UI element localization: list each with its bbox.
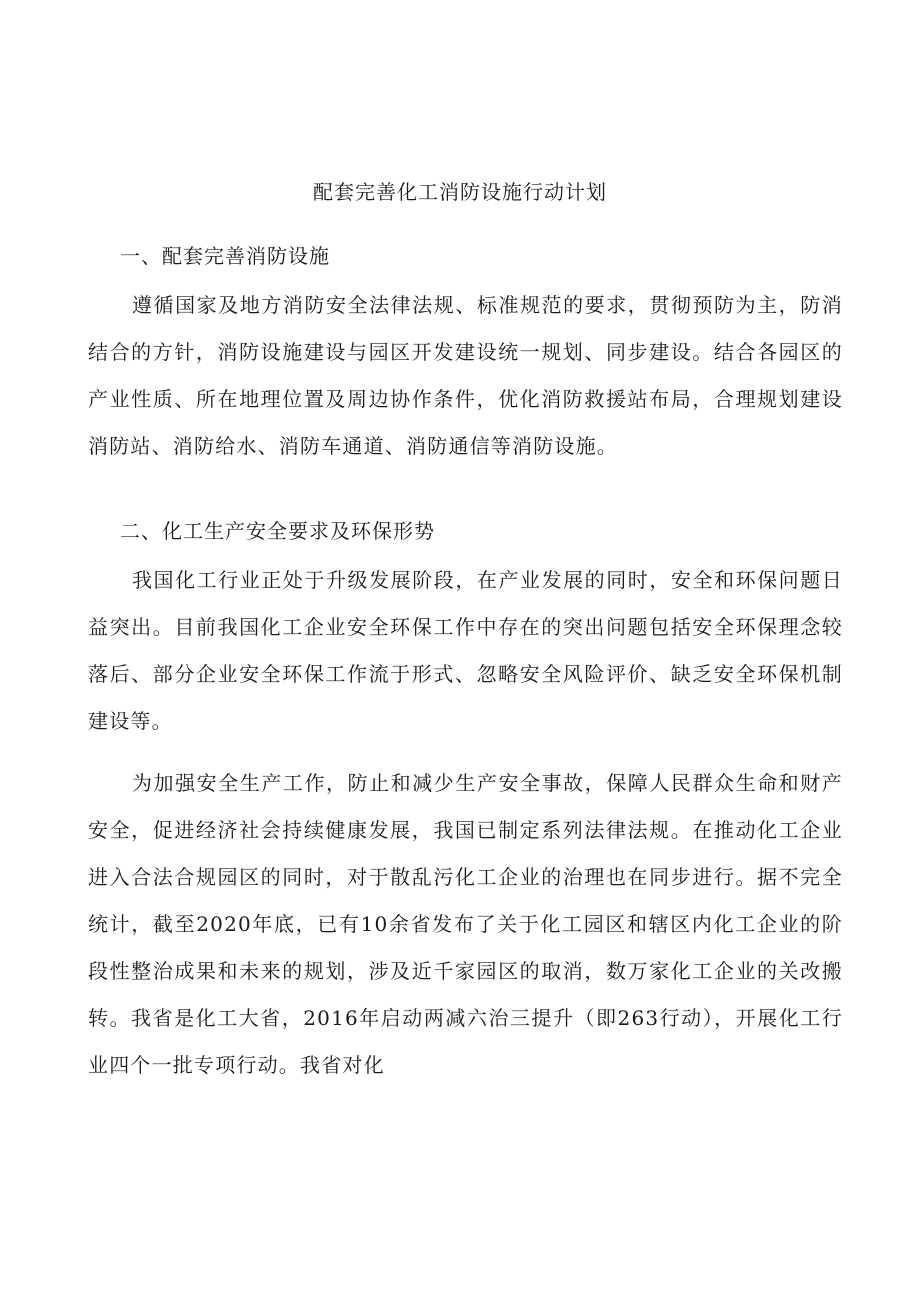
document-title: 配套完善化工消防设施行动计划 [313,180,607,204]
section-1-paragraph-1: 遵循国家及地方消防安全法律法规、标准规范的要求，贯彻预防为主，防消结合的方针，消防设施建设与园区开发建设统一规划、同步建设。结合各园区的产业性质、所在地理位置及周边协作条件，优化消防救援站布局，合理规划建设消防站、消防给水、消防车通道、消防通信等消防设施。 [88,293,843,458]
section-heading-2: 二、化工生产安全要求及环保形势 [120,519,435,543]
section-heading-1: 一、配套完善消防设施 [120,244,330,268]
section-2-paragraph-2: 为加强安全生产工作，防止和减少生产安全事故，保障人民群众生命和财产安全，促进经济社会持续健康发展，我国已制定系列法律法规。在推动化工企业进入合法合规园区的同时，对于散乱污化工企业的治理也在同步进行。据不完全统计，截至2020年底，已有10余省发布了关于化工园区和辖区内化工企业的阶段性整治成果和未来的规划，涉及近千家园区的取消，数万家化工企业的关改搬转。我省是化工大省，2016年启动两减六治三提升（即263行动），开展化工行业四个一批专项行动。我省对化 [88,771,843,1077]
section-2-paragraph-1: 我国化工行业正处于升级发展阶段，在产业发展的同时，安全和环保问题日益突出。目前我国化工企业安全环保工作中存在的突出问题包括安全环保理念较落后、部分企业安全环保工作流于形式、忽略安全风险评价、缺乏安全环保机制建设等。 [88,568,843,733]
